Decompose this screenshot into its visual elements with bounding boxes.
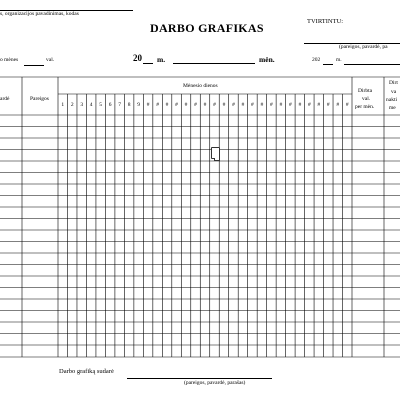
col-extra-line3: nakti [386,97,397,103]
col-extra-line4: me [389,105,396,111]
year-prefix: 20 [133,53,142,63]
day-number: # [251,102,254,108]
compiled-label: Darbo grafiką sudarė [59,368,114,375]
day-number: # [194,102,197,108]
day-number: 6 [108,102,112,108]
day-number: 9 [137,102,140,108]
day-number: # [307,102,311,108]
day-number: 4 [89,102,93,108]
day-number: 1 [61,102,65,108]
date-prefix: 202 [312,57,321,63]
day-number: # [288,102,292,108]
col-worked-line3: per mėn. [355,104,375,110]
day-number: 8 [127,102,131,108]
day-number: # [270,102,273,108]
year-m-label: m. [157,55,166,64]
compiled-caption: (pareigos, pavardė, parašas) [184,380,246,386]
col-position-header: Pareigos [30,96,49,102]
org-caption: s, organizacijos pavadinimas, kodas [0,11,79,17]
col-extra-line2: va [391,89,397,95]
cell-cursor-icon [211,147,220,159]
approve-label: TVIRTINTU: [307,18,344,25]
day-number: # [156,102,159,108]
day-number: # [345,102,349,108]
day-number: # [317,102,321,108]
day-number: # [232,102,235,108]
day-number: # [213,102,216,108]
month-suffix: mėn. [259,55,275,64]
day-number: # [326,102,330,108]
hours-unit: val. [46,57,55,63]
hours-label: o mėnes [0,57,19,63]
day-number: # [298,102,302,108]
date-m-label: m. [336,57,342,63]
col-name-header: ardė [0,96,10,102]
document-title: DARBO GRAFIKAS [150,21,264,35]
col-extra-line1: Dirt [389,80,398,86]
compiled-line [127,378,272,379]
day-number: # [146,102,150,108]
day-number: # [222,102,226,108]
day-number: # [260,102,264,108]
day-number: # [165,102,169,108]
day-number: # [241,102,245,108]
day-number: 7 [118,102,121,108]
col-month-days-header: Mėnesio dienos [183,83,218,89]
col-worked-line2: val. [362,96,371,102]
col-worked-line1: Dirbta [358,88,373,94]
day-number: 5 [99,102,103,108]
day-number: # [279,102,283,108]
day-number: 3 [80,102,84,108]
approve-caption: (pareigos, pavardė, pa [339,44,388,50]
day-number: # [203,102,207,108]
day-number: 2 [70,102,74,108]
day-number: # [336,102,340,108]
day-number: # [175,102,178,108]
day-number: # [184,102,188,108]
